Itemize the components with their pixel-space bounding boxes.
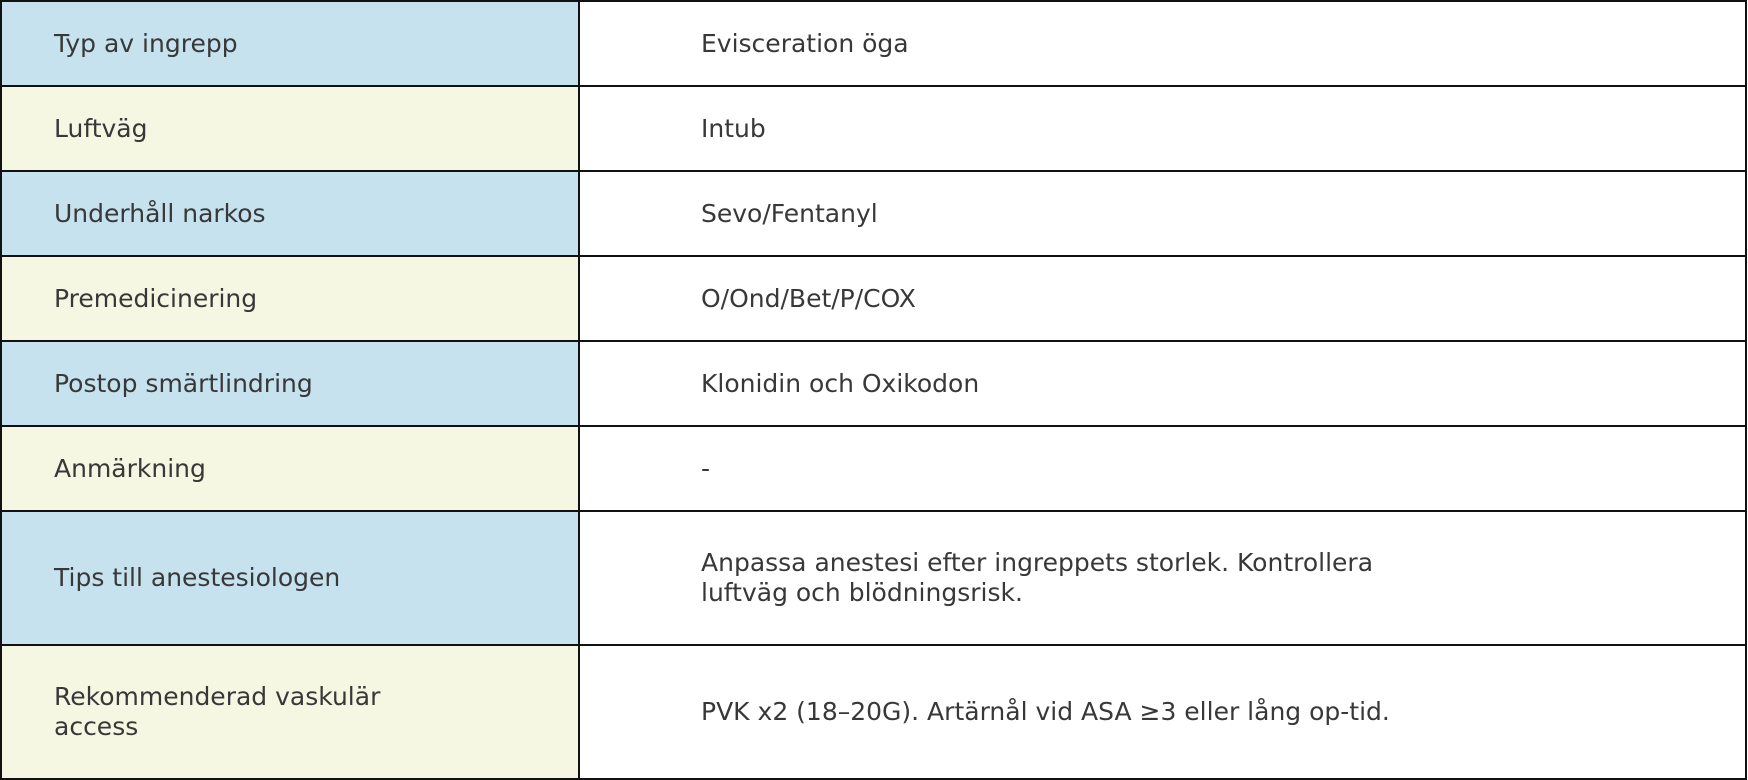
row-label-cell	[1, 426, 579, 511]
row-value-cell	[579, 645, 1746, 779]
row-label-cell	[1, 256, 579, 341]
row-value: Klonidin och Oxikodon	[701, 368, 980, 398]
row-value: -	[701, 453, 711, 483]
row-value-cell	[579, 511, 1746, 645]
row-label: Rekommenderad vaskulär access	[54, 682, 381, 741]
row-label-cell	[1, 511, 579, 645]
row-label: Underhåll narkos	[54, 198, 266, 228]
row-value-cell	[579, 341, 1746, 426]
table-row-postop-pain-relief	[1, 341, 1746, 426]
row-value-cell	[579, 256, 1746, 341]
row-value: Evisceration öga	[701, 28, 909, 58]
row-value-cell	[579, 426, 1746, 511]
row-value-cell	[579, 171, 1746, 256]
row-value: Sevo/Fentanyl	[701, 198, 878, 228]
table-row-premedication	[1, 256, 1746, 341]
row-label-cell	[1, 1, 579, 86]
row-label: Typ av ingrepp	[54, 28, 238, 58]
table-row-airway	[1, 86, 1746, 171]
row-label-cell	[1, 86, 579, 171]
table-row-vascular-access	[1, 645, 1746, 779]
table-row-procedure-type	[1, 1, 1746, 86]
row-label: Postop smärtlindring	[54, 368, 313, 398]
row-label-cell	[1, 171, 579, 256]
row-label: Luftväg	[54, 113, 148, 143]
row-label: Tips till anestesiologen	[54, 563, 341, 592]
row-label: Premedicinering	[54, 283, 258, 313]
row-value: O/Ond/Bet/P/COX	[701, 283, 916, 313]
table-row-anesthesiologist-tips	[1, 511, 1746, 645]
row-label-cell	[1, 341, 579, 426]
row-value: Intub	[701, 113, 766, 143]
row-value: Anpassa anestesi efter ingreppets storlek. Kontrollera luftväg och blödningsrisk.	[701, 548, 1374, 607]
row-label-cell	[1, 645, 579, 779]
row-value: PVK x2 (18–20G). Artärnål vid ASA ≥3 eller lång op-tid.	[701, 697, 1390, 726]
row-value-cell	[579, 1, 1746, 86]
row-value-cell	[579, 86, 1746, 171]
table-row-remark	[1, 426, 1746, 511]
row-label: Anmärkning	[54, 453, 206, 483]
table-row-anesthesia-maintenance	[1, 171, 1746, 256]
